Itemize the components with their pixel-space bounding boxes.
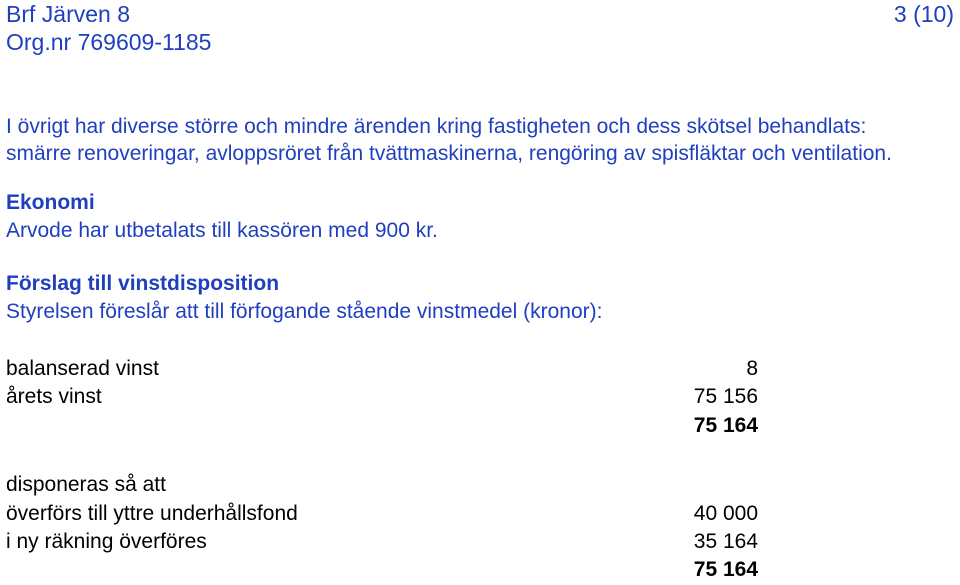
- row-value-subtotal: 75 164: [693, 414, 758, 437]
- table-row-total: [6, 558, 758, 585]
- table-row: [6, 357, 758, 384]
- vinstdisposition-text: Styrelsen föreslår att till förfogande stående vinstmedel (kronor):: [6, 300, 603, 323]
- table-row: [6, 502, 758, 529]
- row-label: balanserad vinst: [6, 357, 159, 380]
- section-heading-vinstdisposition: Förslag till vinstdisposition: [6, 272, 280, 295]
- organization-name: Brf Järven 8: [6, 1, 130, 27]
- table-row: [6, 385, 758, 412]
- section-heading-ekonomi: Ekonomi: [6, 191, 95, 214]
- page-number: 3 (10): [893, 1, 954, 27]
- table-row-subtotal: [6, 414, 758, 441]
- intro-line-1: I övrigt har diverse större och mindre ärenden kring fastigheten och dess skötsel behandlats:: [6, 115, 867, 138]
- row-value-total: 75 164: [693, 558, 758, 581]
- row-label: i ny räkning överföres: [6, 530, 207, 553]
- intro-line-2: smärre renoveringar, avloppsröret från tvättmaskinerna, rengöring av spisfläktar och ventilation.: [6, 142, 892, 165]
- row-label: överförs till yttre underhållsfond: [6, 502, 298, 525]
- row-value: 75 156: [693, 385, 758, 408]
- table-row: [6, 530, 758, 557]
- ekonomi-text: Arvode har utbetalats till kassören med 900 kr.: [6, 219, 438, 242]
- page-header: [0, 0, 960, 60]
- row-label: disponeras så att: [6, 473, 166, 496]
- table-row: [6, 473, 758, 500]
- row-value: 40 000: [693, 502, 758, 525]
- organization-number: Org.nr 769609-1185: [6, 29, 212, 55]
- row-value: 35 164: [693, 530, 758, 553]
- row-label: årets vinst: [6, 385, 102, 408]
- row-value: 8: [746, 357, 758, 380]
